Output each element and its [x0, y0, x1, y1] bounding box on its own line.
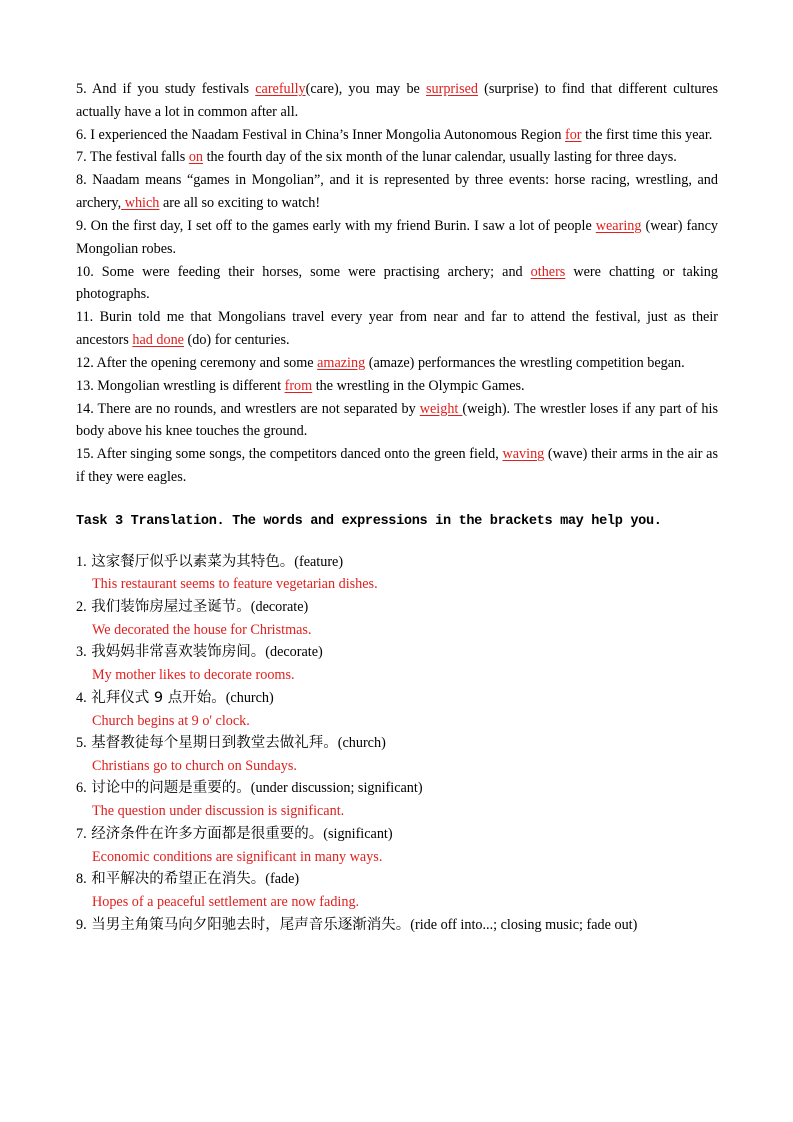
answer-blank: others [530, 263, 566, 280]
chinese-sentence: 礼拜仪式 9 点开始。 [86, 689, 226, 706]
chinese-sentence: 当男主角策马向夕阳驰去时，尾声音乐逐渐消失。 [86, 916, 411, 933]
exercise-item [76, 306, 718, 351]
answer-blank: for [564, 126, 582, 143]
answer-blank: wearing [595, 217, 642, 234]
translation-item [76, 596, 718, 641]
translation-question [76, 777, 718, 800]
exercise-text: Some were feeding their horses, some were practising archery; and [93, 263, 531, 280]
exercise-text: On the first day, I set off to the games early with my friend Burin. I saw a lot of people [86, 217, 596, 234]
translation-answer: We decorated the house for Christmas. [92, 621, 312, 638]
exercise-text: I experienced the Naadam Festival in China’s Inner Mongolia Autonomous Region [86, 126, 565, 143]
exercise-number: 13. [76, 377, 94, 394]
exercise-number: 6. [76, 126, 87, 143]
exercise-text: the fourth day of the six month of the lunar calendar, usually lasting for three days. [203, 149, 677, 166]
exercise-item [76, 352, 718, 375]
exercise-text: After the opening ceremony and some [93, 354, 318, 371]
answer-blank: carefully [255, 81, 306, 97]
translation-answer: Church begins at 9 o' clock. [92, 712, 250, 729]
translation-question [76, 596, 718, 619]
translation-question [76, 687, 718, 710]
chinese-sentence: 和平解决的希望正在消失。 [86, 871, 266, 888]
chinese-sentence: 经济条件在许多方面都是很重要的。 [86, 825, 324, 842]
exercise-text: (wave) their arms in the air as if they were eagles. [76, 446, 718, 485]
exercise-text: (surprise) to find that different cultures actually have a lot in common after all. [76, 81, 718, 120]
hint-words: (church) [225, 689, 274, 706]
exercise-text: (do) for centuries. [183, 331, 290, 348]
hint-words: (ride off into...; closing music; fade out) [410, 916, 638, 933]
exercise-text: (amaze) performances the wrestling competition began. [365, 354, 685, 371]
exercise-item [76, 261, 718, 306]
exercise-number: 9. [76, 217, 87, 234]
exercise-number: 14. [76, 400, 94, 417]
hint-words: (feature) [294, 553, 344, 570]
translation-number: 6. [76, 780, 87, 797]
exercise-text: the first time this year. [581, 126, 713, 143]
translation-answer: Hopes of a peaceful settlement are now fading. [92, 894, 360, 911]
answer-blank: had done [132, 331, 184, 348]
fill-in-exercises [76, 78, 718, 489]
answer-blank: weight [419, 400, 463, 417]
exercise-text: (wear) fancy Mongolian robes. [76, 217, 718, 257]
translation-number: 7. [76, 825, 87, 842]
translation-item [76, 914, 718, 937]
answer-blank: amazing [317, 354, 366, 371]
translation-item [76, 687, 718, 732]
translation-item [76, 868, 718, 913]
exercise-item [76, 169, 718, 214]
translation-exercises [76, 551, 718, 937]
translation-question [76, 868, 718, 891]
translation-question [76, 732, 718, 755]
translation-number: 4. [76, 689, 87, 706]
translation-number: 8. [76, 871, 87, 888]
hint-words: (significant) [323, 825, 393, 842]
translation-item [76, 823, 718, 868]
hint-words: (decorate) [265, 644, 323, 661]
exercise-text: There are no rounds, and wrestlers are not separated by [93, 400, 420, 417]
translation-item [76, 641, 718, 686]
translation-answer: The question under discussion is significant. [92, 803, 345, 820]
translation-item [76, 777, 718, 822]
answer-blank: on [188, 149, 204, 166]
exercise-number: 10. [76, 263, 94, 280]
translation-number: 3. [76, 644, 87, 661]
exercise-number: 8. [76, 172, 87, 189]
translation-number: 1. [76, 553, 87, 570]
exercise-text: were chatting or taking photographs. [76, 263, 718, 303]
hint-words: (under discussion; significant) [250, 780, 423, 797]
answer-blank: waving [502, 446, 545, 463]
exercise-item [76, 146, 718, 169]
answer-blank: from [284, 377, 313, 394]
translation-item [76, 732, 718, 777]
exercise-text: The festival falls [86, 149, 189, 166]
translation-question [76, 551, 718, 574]
exercise-number: 7. [76, 149, 87, 166]
chinese-sentence: 我妈妈非常喜欢装饰房间。 [86, 644, 266, 661]
exercise-text: Mongolian wrestling is different [93, 377, 285, 394]
exercise-item [76, 124, 718, 147]
hint-words: (decorate) [250, 598, 309, 615]
exercise-text: (care), you may be [305, 81, 426, 97]
translation-number: 2. [76, 598, 87, 615]
translation-number: 9. [76, 916, 87, 933]
exercise-number: 5. [76, 81, 87, 97]
exercise-item [76, 443, 718, 488]
exercise-item [76, 78, 718, 123]
translation-number: 5. [76, 735, 87, 752]
exercise-text: are all so exciting to watch! [159, 195, 321, 212]
translation-item [76, 551, 718, 596]
translation-answer: My mother likes to decorate rooms. [92, 667, 295, 684]
exercise-text: Naadam means “games in Mongolian”, and it is represented by three events: horse racing, wrestling, and archery, [76, 172, 718, 212]
answer-blank: surprised [426, 81, 479, 97]
chinese-sentence: 基督教徒每个星期日到教堂去做礼拜。 [86, 735, 338, 752]
translation-question [76, 641, 718, 664]
hint-words: (church) [337, 735, 386, 752]
exercise-item [76, 398, 718, 443]
exercise-item [76, 215, 718, 260]
exercise-number: 12. [76, 354, 94, 371]
translation-answer: Economic conditions are significant in many ways. [92, 848, 383, 865]
translation-answer: Christians go to church on Sundays. [92, 757, 297, 774]
exercise-item [76, 375, 718, 398]
hint-words: (fade) [265, 871, 300, 888]
exercise-text: (weigh). The wrestler loses if any part of his body above his knee touches the ground. [76, 400, 718, 440]
exercise-number: 11. [76, 309, 94, 326]
exercise-text: After singing some songs, the competitors danced onto the green field, [93, 446, 503, 463]
chinese-sentence: 这家餐厅似乎以素菜为其特色。 [86, 553, 295, 570]
exercise-number: 15. [76, 446, 94, 463]
chinese-sentence: 我们装饰房屋过圣诞节。 [86, 598, 251, 615]
translation-answer: This restaurant seems to feature vegetarian dishes. [92, 576, 378, 593]
document-content [76, 78, 718, 936]
translation-question [76, 823, 718, 846]
exercise-text: And if you study festivals [86, 81, 256, 97]
exercise-text: the wrestling in the Olympic Games. [312, 377, 525, 394]
translation-question [76, 914, 718, 937]
answer-blank: which [121, 195, 160, 212]
exercise-text: Burin told me that Mongolians travel every year from near and far to attend the festival, just as their ancestors [76, 309, 718, 348]
task-3-heading: Task 3 Translation. The words and expressions in the brackets may help you. [76, 513, 662, 529]
chinese-sentence: 讨论中的问题是重要的。 [86, 780, 251, 797]
